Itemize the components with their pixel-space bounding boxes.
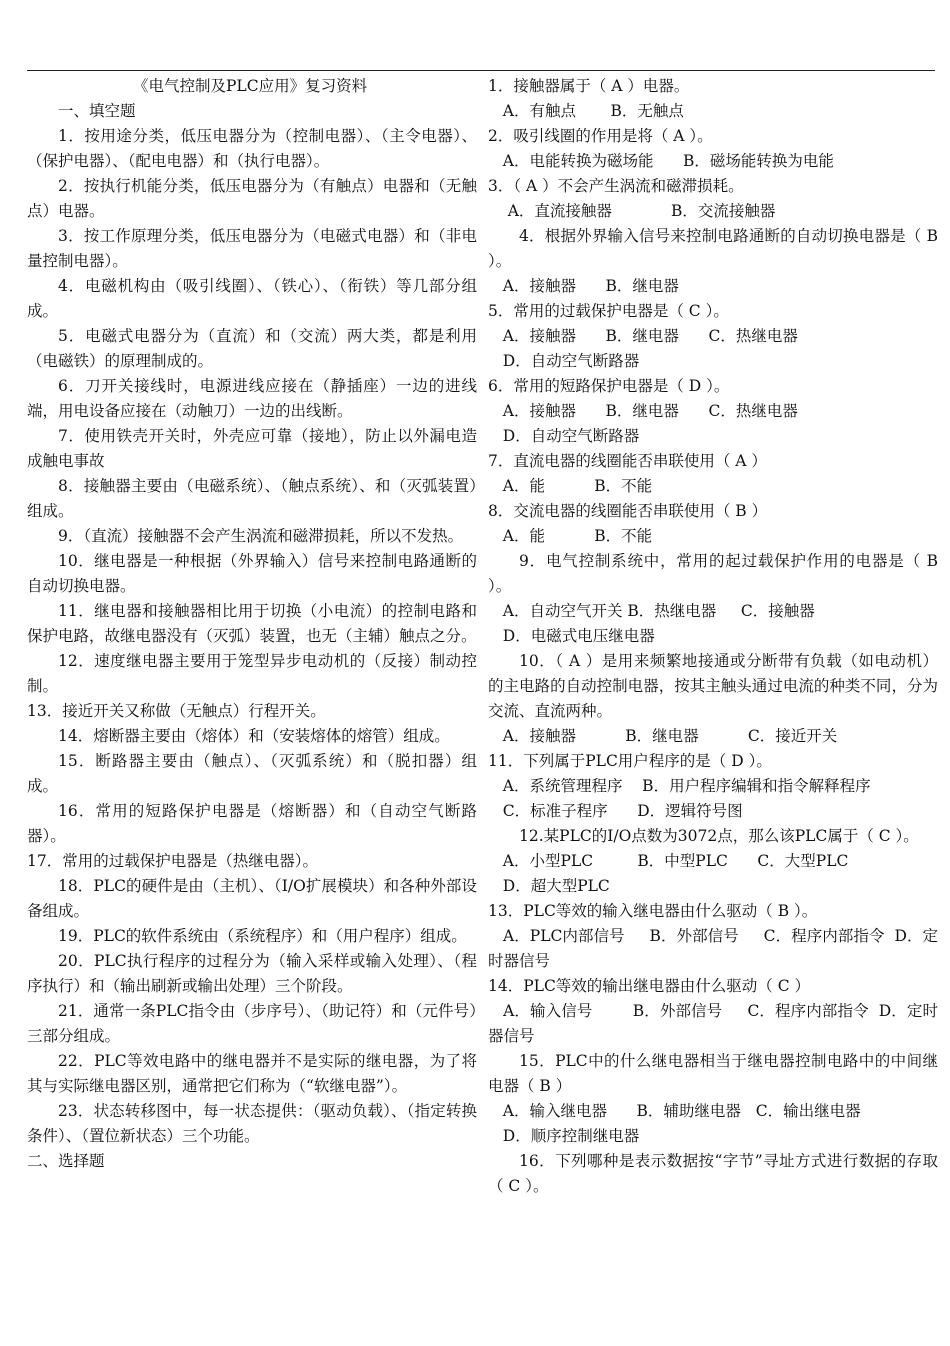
choice-options: D．自动空气断路器 <box>488 427 640 445</box>
choice-options: A．接触器 B．继电器 C．热继电器 <box>488 402 798 420</box>
fill-item: 1．按用途分类，低压电器分为（控制电器）、（主令电器）、（保护电器）、（配电电器）和（执行电器）。 <box>27 127 477 170</box>
choice-question: 1．接触器属于（ A ）电器。 <box>488 77 690 95</box>
choice-question: 13．PLC等效的输入继电器由什么驱动（ B ）。 <box>488 902 818 920</box>
choice-question: 2．吸引线圈的作用是将（ A ）。 <box>488 127 713 145</box>
choice-question: 7．直流电器的线圈能否串联使用（ A ） <box>488 452 767 470</box>
fill-item: 15．断路器主要由（触点）、（灭弧系统）和（脱扣器）组成。 <box>27 752 477 795</box>
top-rule <box>27 70 935 71</box>
fill-item: 8．接触器主要由（电磁系统）、（触点系统）、和（灭弧装置）组成。 <box>27 477 477 520</box>
choice-options: A．接触器 B．继电器 <box>488 277 679 295</box>
choice-question: 14．PLC等效的输出继电器由什么驱动（ C ） <box>488 977 811 995</box>
fill-item: 4．电磁机构由（吸引线圈）、（铁心）、（衔铁）等几部分组成。 <box>27 277 477 320</box>
fill-item: 9．（直流）接触器不会产生涡流和磁滞损耗，所以不发热。 <box>58 527 464 545</box>
choice-options: A．接触器 B．继电器 C．热继电器 <box>488 327 798 345</box>
choice-options: D．超大型PLC <box>488 877 610 895</box>
fill-item: 17．常用的过载保护电器是（热继电器）。 <box>27 852 318 870</box>
choice-question: 11．下列属于PLC用户程序的是（ D ）。 <box>488 752 772 770</box>
page-title: 《电气控制及PLC应用》复习资料 <box>133 77 368 95</box>
fill-item: 19．PLC的软件系统由（系统程序）和（用户程序）组成。 <box>58 927 467 945</box>
choice-options: A．有触点 B．无触点 <box>488 102 684 120</box>
fill-item: 21．通常一条PLC指令由（步序号）、（助记符）和（元件号）三部分组成。 <box>27 1002 477 1045</box>
choice-question: 4．根据外界输入信号来控制电路通断的自动切换电器是（ B ）。 <box>488 227 938 270</box>
fill-item: 22．PLC等效电路中的继电器并不是实际的继电器，为了将其与实际继电器区别，通常把它们称为（“软继电器”）。 <box>27 1052 477 1095</box>
choice-question: 9．电气控制系统中，常用的起过载保护作用的电器是（ B ）。 <box>488 552 938 595</box>
left-column <box>27 74 477 1174</box>
fill-item: 12．速度继电器主要用于笼型异步电动机的（反接）制动控制。 <box>27 652 477 695</box>
fill-item: 18．PLC的硬件是由（主机）、（I/O扩展模块）和各种外部设备组成。 <box>27 877 477 920</box>
fill-item: 7．使用铁壳开关时，外壳应可靠（接地），防止以外漏电造成触电事故 <box>27 427 477 470</box>
choice-options: D．顺序控制继电器 <box>488 1127 640 1145</box>
fill-item: 5．电磁式电器分为（直流）和（交流）两大类，都是利用（电磁铁）的原理制成的。 <box>27 327 477 370</box>
choice-options: A．直流接触器 B．交流接触器 <box>488 202 776 220</box>
fill-item: 10．继电器是一种根据（外界输入）信号来控制电路通断的自动切换电器。 <box>27 552 477 595</box>
choice-options: A．能 B．不能 <box>488 527 653 545</box>
fill-item: 3．按工作原理分类，低压电器分为（电磁式电器）和（非电量控制电器）。 <box>27 227 477 270</box>
choice-options: A．PLC内部信号 B．外部信号 C．程序内部指令 D．定时器信号 <box>488 927 939 970</box>
fill-item: 11．继电器和接触器相比用于切换（小电流）的控制电路和保护电路，故继电器没有（灭弧）装置，也无（主辅）触点之分。 <box>27 602 477 645</box>
choice-options: A．电能转换为磁场能 B．磁场能转换为电能 <box>488 152 834 170</box>
fill-item: 20．PLC执行程序的过程分为（输入采样或输入处理）、（程序执行）和（输出刷新或输出处理）三个阶段。 <box>27 952 477 995</box>
fill-item: 23．状态转移图中，每一状态提供：（驱动负载）、（指定转换条件）、（置位新状态）三个功能。 <box>27 1102 477 1145</box>
choice-question: 6．常用的短路保护电器是（ D ）。 <box>488 377 730 395</box>
choice-options: A．输入信号 B．外部信号 C．程序内部指令 D．定时器信号 <box>488 1002 938 1045</box>
choice-options: D．电磁式电压继电器 <box>488 627 655 645</box>
fill-item: 2．按执行机能分类，低压电器分为（有触点）电器和（无触点）电器。 <box>27 177 477 220</box>
choice-options: A．系统管理程序 B．用户程序编辑和指令解释程序 <box>488 777 871 795</box>
choice-options: C．标准子程序 D．逻辑符号图 <box>488 802 743 820</box>
choice-question: 10．（ A ）是用来频繁地接通或分断带有负载（如电动机）的主电路的自动控制电器，按其主触头通过电流的种类不同，分为交流、直流两种。 <box>488 652 938 720</box>
choice-question: 8．交流电器的线圈能否串联使用（ B ） <box>488 502 768 520</box>
choice-question: 15．PLC中的什么继电器相当于继电器控制电路中的中间继电器（ B ） <box>488 1052 938 1095</box>
section-fill-blank-heading: 一、填空题 <box>58 102 136 120</box>
choice-options: A．小型PLC B．中型PLC C．大型PLC <box>488 852 849 870</box>
choice-question: 3．（ A ）不会产生涡流和磁滞损耗。 <box>488 177 744 195</box>
choice-options: A．接触器 B．继电器 C．接近开关 <box>488 727 838 745</box>
fill-item: 6．刀开关接线时，电源进线应接在（静插座）一边的进线端，用电设备应接在（动触刀）一边的出线断。 <box>27 377 477 420</box>
section-choice-heading: 二、选择题 <box>27 1152 105 1170</box>
fill-item: 16．常用的短路保护电器是（熔断器）和（自动空气断路器）。 <box>27 802 477 845</box>
fill-item: 13．接近开关又称做（无触点）行程开关。 <box>27 702 326 720</box>
choice-question: 12.某PLC的I/O点数为3072点，那么该PLC属于（ C ）。 <box>519 827 919 845</box>
right-column <box>488 74 938 1199</box>
choice-question: 5．常用的过载保护电器是（ C ）。 <box>488 302 729 320</box>
choice-options: A．输入继电器 B．辅助继电器 C．输出继电器 <box>488 1102 861 1120</box>
choice-options: A．自动空气开关 B．热继电器 C．接触器 <box>488 602 815 620</box>
choice-options: A．能 B．不能 <box>488 477 653 495</box>
choice-question: 16．下列哪种是表示数据按“字节”寻址方式进行数据的存取（ C ）。 <box>488 1152 938 1195</box>
choice-options: D．自动空气断路器 <box>488 352 640 370</box>
fill-item: 14．熔断器主要由（熔体）和（安装熔体的熔管）组成。 <box>58 727 450 745</box>
